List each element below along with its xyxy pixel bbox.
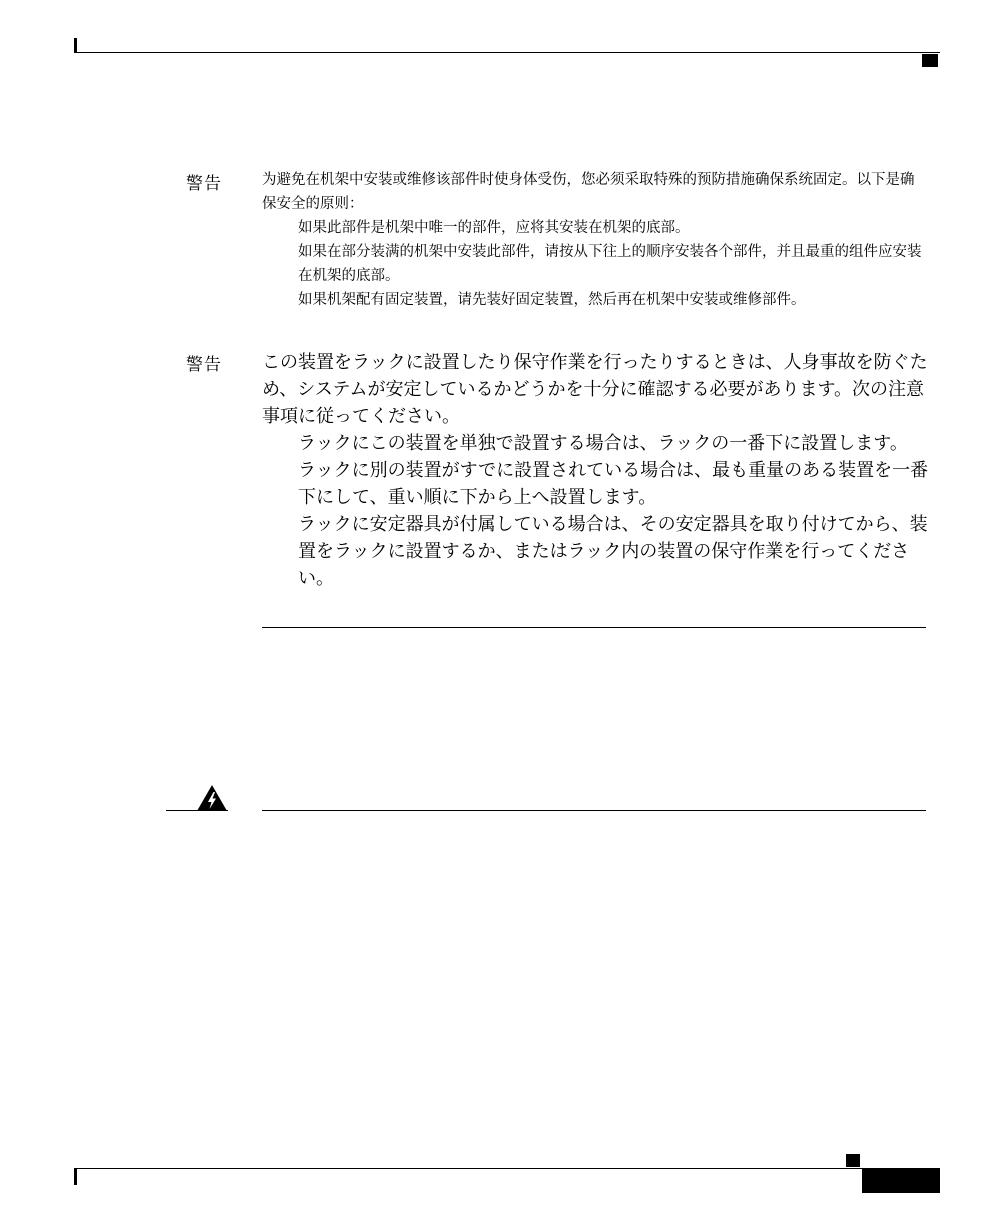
footer-page-bar [862,1169,940,1193]
footer-box [846,1154,860,1167]
ja-warning-item: ラックに安定器具が付属している場合は、その安定器具を取り付けてから、装置をラックに設置するか、またはラック内の装置の保守作業を行ってください。 [298,514,928,589]
zh-warning-body [262,168,922,312]
section-divider [262,627,926,628]
header-rule [74,52,940,53]
zh-warning-item: 如果机架配有固定装置，请先装好固定装置，然后再在机架中安装或维修部件。 [298,292,806,308]
zh-warning-list [262,216,922,312]
zh-warning-intro: 为避免在机架中安装或维修该部件时使身体受伤，您必须采取特殊的预防措施确保系统固定。以下是确保安全的原则： [262,172,915,212]
warning-rule-left [166,810,228,811]
zh-warning-item: 如果在部分装满的机架中安装此部件，请按从下往上的顺序安装各个部件，并且最重的组件应安装在机架的底部。 [298,244,922,284]
warning-triangle-icon [196,784,228,812]
ja-warning-item: ラックにこの装置を単独で設置する場合は、ラックの一番下に設置します。 [298,433,908,454]
ja-warning-body [262,349,932,592]
warning-rule [262,810,926,811]
footer-tick [74,1169,77,1185]
zh-warning-item: 如果此部件是机架中唯一的部件，应将其安装在机架的底部。 [298,220,690,236]
footer-rule [74,1168,940,1169]
header-box [922,54,938,67]
ja-warning-intro: この装置をラックに設置したり保守作業を行ったりするときは、人身事故を防ぐため、システムが安定しているかどうかを十分に確認する必要があります。次の注意事項に従ってください。 [262,352,928,427]
ja-warning-label: 警告 [186,355,222,375]
ja-warning-list [262,430,932,592]
header-tick [74,38,77,53]
zh-warning-label: 警告 [186,174,222,194]
ja-warning-item: ラックに別の装置がすでに設置されている場合は、最も重量のある装置を一番下にして、重い順に下から上へ設置します。 [298,460,929,508]
